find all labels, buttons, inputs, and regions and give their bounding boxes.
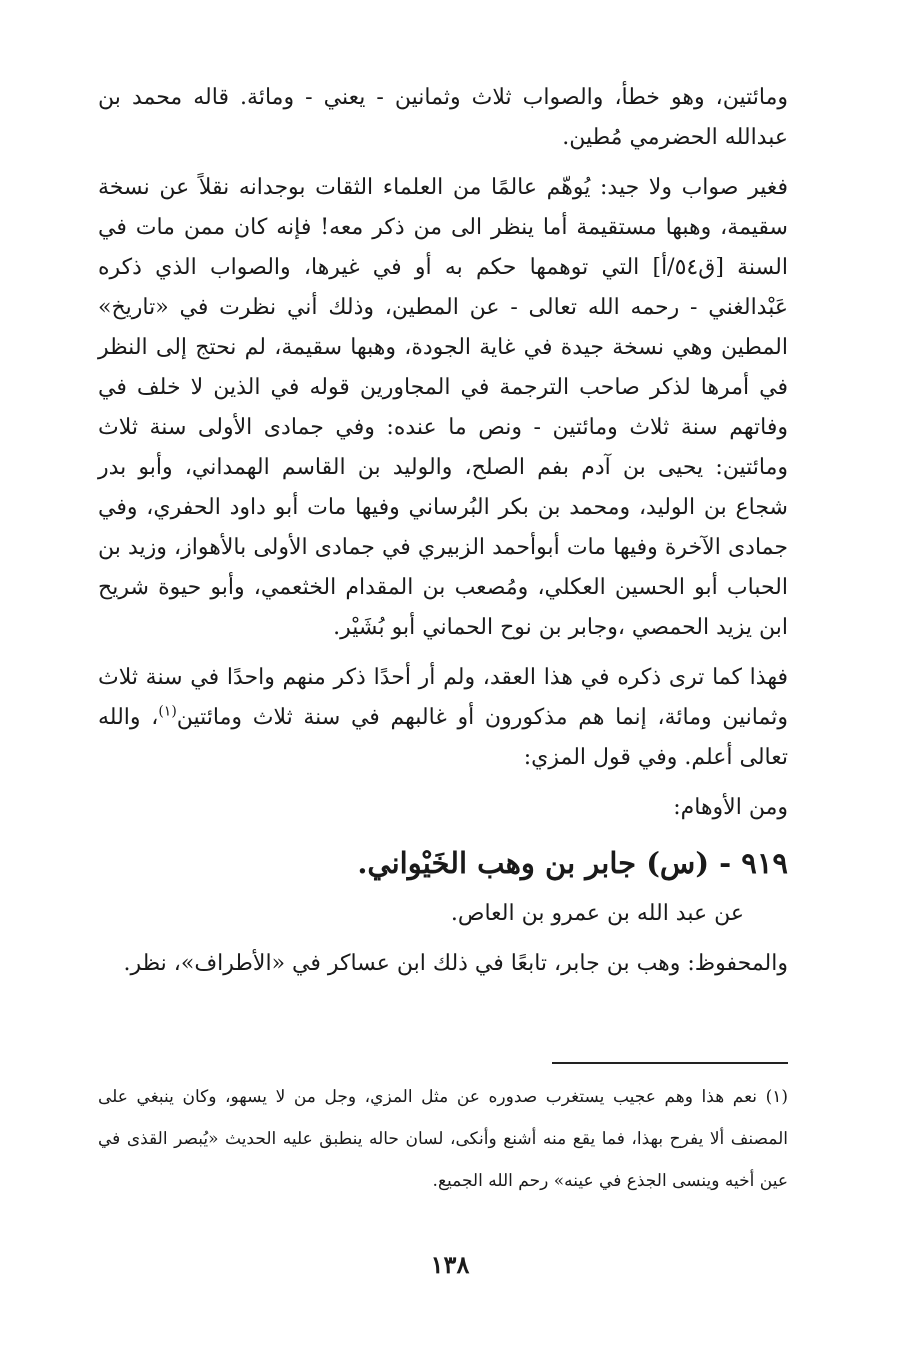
page-number: ١٣٨	[430, 1250, 470, 1279]
paragraph-3-end: ، والله تعالى أعلم. وفي قول المزي:	[98, 705, 788, 770]
entry-heading: ٩١٩ - (س) جابر بن وهب الخَيْواني.	[357, 846, 788, 880]
paragraph-3	[98, 658, 788, 778]
main-text	[98, 78, 788, 994]
entry-line-1: عن عبد الله بن عمرو بن العاص.	[450, 901, 744, 926]
paragraph-1: ومائتين، وهو خطأ، والصواب ثلاث وثمانين - يعني - ومائة. قاله محمد بن عبدالله الحضرمي مُطين.	[98, 85, 788, 150]
entry-line-2: والمحفوظ: وهب بن جابر، تابعًا في ذلك ابن عساكر في «الأطراف»، نظر.	[123, 951, 788, 976]
footnote-divider	[552, 1062, 788, 1064]
footnote-marker[interactable]: (١)	[158, 703, 177, 720]
paragraph-4: ومن الأوهام:	[673, 795, 788, 820]
footnote-1: (١) نعم هذا وهم عجيب يستغرب صدوره عن مثل المزي، وجل من لا يسهو، وكان ينبغي على المصنف ألا يفرح بهذا، فما يقع منه أشنع وأنكى، لسان حاله ينطبق عليه الحديث «يُبصر القذى في عين أخيه وينسى الجذع في عينه» رحم الله الجميع.	[98, 1087, 788, 1191]
footnotes	[98, 1076, 788, 1202]
paragraph-2: فغير صواب ولا جيد: يُوهّم عالمًا من العلماء الثقات بوجدانه نقلاً عن نسخة سقيمة، وهبها مستقيمة أما ينظر الى من ذكر معه! فإنه كان ممن مات في السنة [ق٥٤/أ] التي توهمها حكم به أو في غيرها، والصواب الذي ذكره عَبْدالغني - رحمه الله تعالى - عن المطين، وذلك أني نظرت في «تاريخ» المطين وهي نسخة جيدة في غاية الجودة، وهبها سقيمة، لم نحتج إلى النظر في أمرها لذكر صاحب الترجمة في المجاورين قوله في الذين لا خلف في وفاتهم سنة ثلاث ومائتين - ونص ما عنده: وفي جمادى الأولى سنة ثلاث ومائتين: يحيى بن آدم بفم الصلح، والوليد بن القاسم الهمداني، وأبو بدر شجاع بن الوليد، ومحمد بن بكر البُرساني وفيها مات أبو داود الحفري، وفي جمادى الآخرة وفيها مات أبوأحمد الزبيري في جمادى الأولى بالأهواز، وزيد بن الحباب أبو الحسين العكلي، ومُصعب بن المقدام الخثعمي، وأبو حيوة شريح ابن يزيد الحمصي ،وجابر بن نوح الحماني أبو بُشَيْر.	[98, 175, 789, 640]
paragraph-3-main: فهذا كما ترى ذكره في هذا العقد، ولم أر أحدًا ذكر منهم واحدًا في سنة ثلاث وثمانين ومائة، إنما هم مذكورون أو غالبهم في سنة ثلاث ومائتين	[98, 665, 788, 730]
